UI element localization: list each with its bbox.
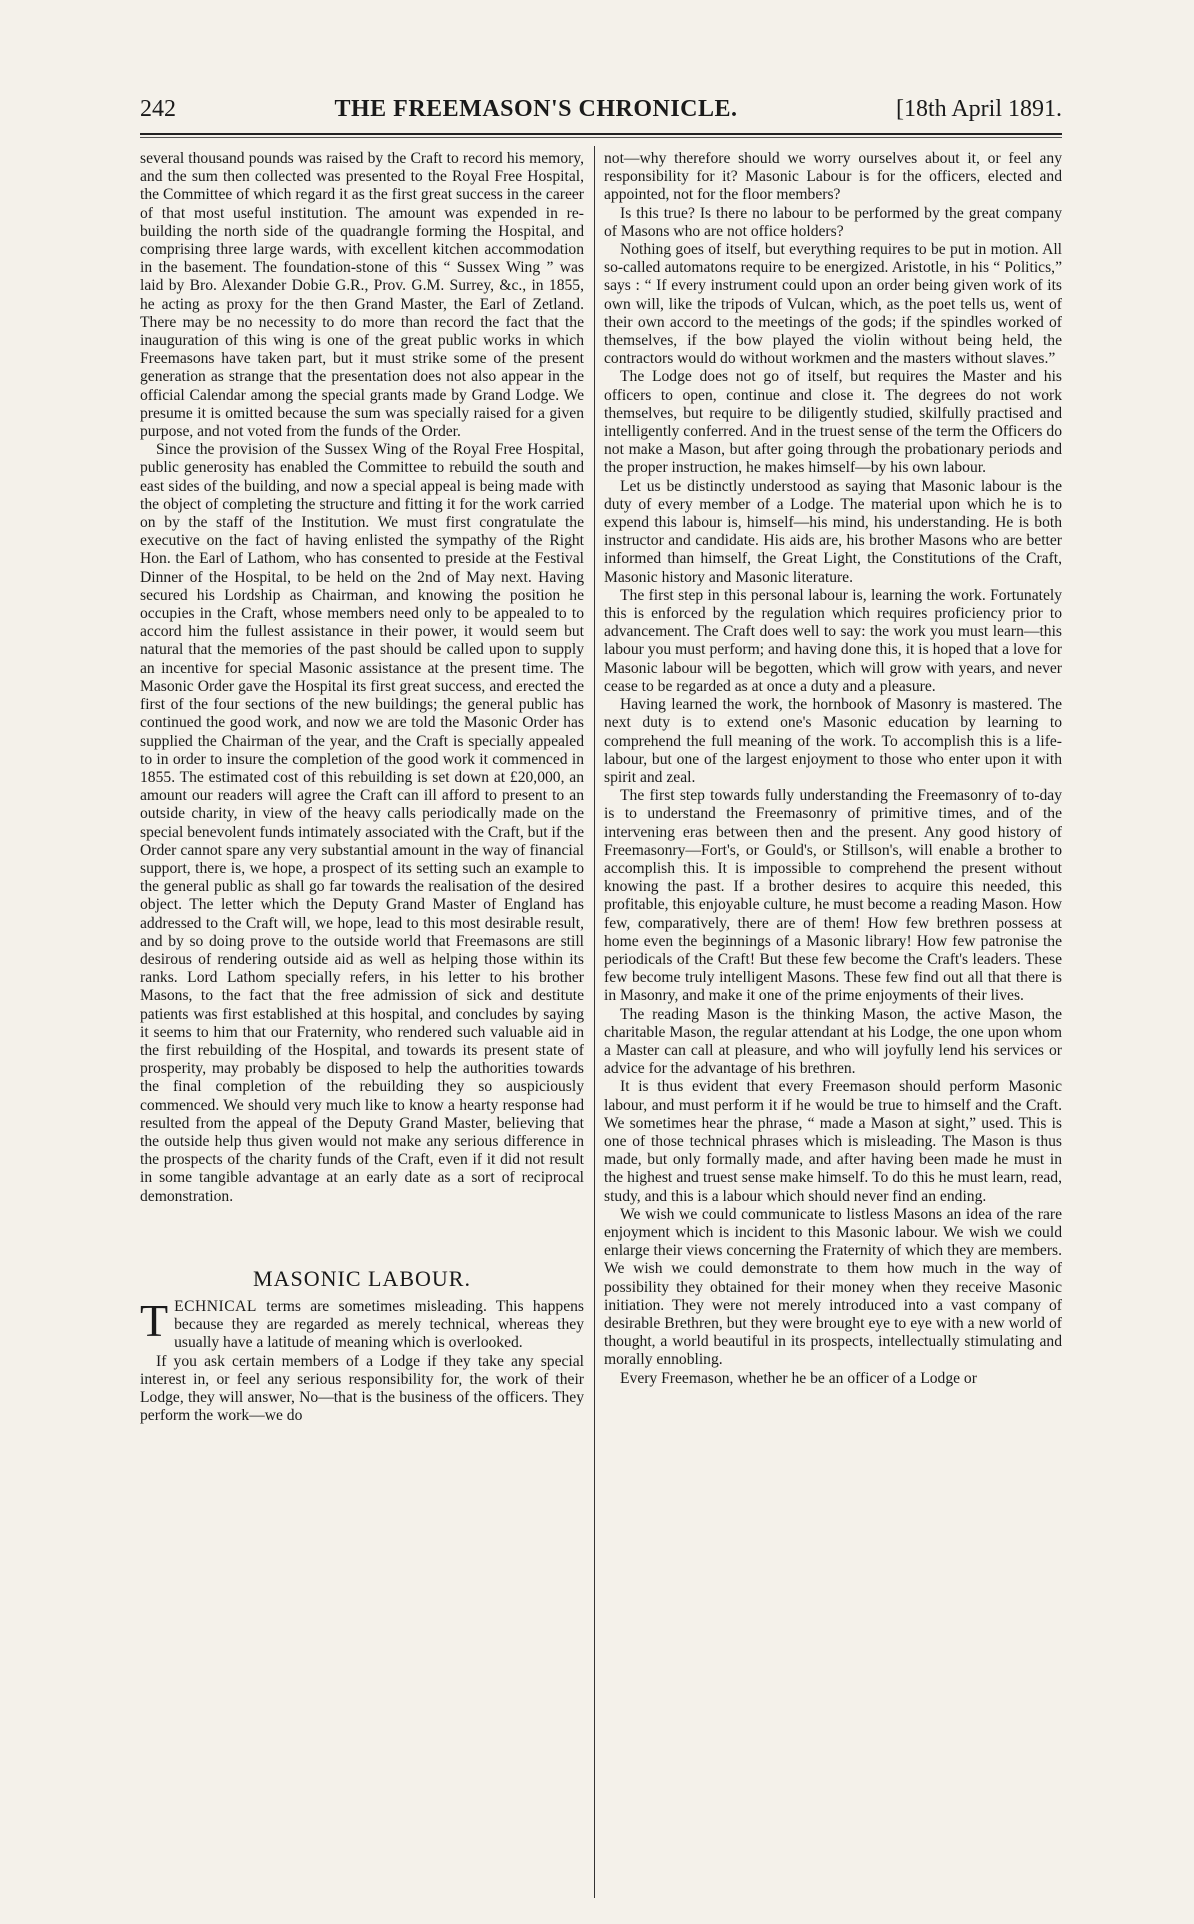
journal-title: THE FREEMASON'S CHRONICLE. — [334, 96, 738, 122]
header-rule — [140, 133, 1062, 135]
page-header — [140, 96, 1062, 132]
article-paragraph: Is this true? Is there no labour to be performed by the great company of Masons who are not office holders? — [604, 204, 1062, 240]
right-column — [604, 150, 1062, 1388]
article-paragraph: Every Freemason, whether he be an officer of a Lodge or — [620, 1369, 977, 1387]
article-paragraph: The Lodge does not go of itself, but requires the Master and his officers to open, continue and close it. The degrees do not work themselves, but require to be diligently studied, skilfully practised and intelligently conferred. And in the truest sense of the term the Officers do not make a Mason, but after going through the probationary periods and the proper instruction, he makes himself—by his own labour. — [604, 368, 1062, 477]
article-paragraph: several thousand pounds was raised by the Craft to record his memory, and the sum then collected was presented to the Royal Free Hospital, the Committee of which regard it as the first great success in the career of that most useful institution. The amount was expended in re-building the north side of the quadrangle forming the Hospital, and comprising three large wards, with excellent kitchen accommodation in the basement. The foundation-stone of this “ Sussex Wing ” was laid by Bro. Alexander Dobie G.R., Prov. G.M. Surrey, &c., in 1855, he acting as proxy for the then Grand Master, the Earl of Zetland. There may be no necessity to do more than record the fact that the inauguration of this wing is one of the great public works in which Freemasons have taken part, but it must strike some of the present generation as strange that the presentation does not also appear in the official Calendar among the special grants made by Grand Lodge. We presume it is omitted because the sum was specially raised for a given purpose, and not voted from the funds of the Order. — [140, 150, 584, 441]
article-paragraph: Nothing goes of itself, but everything requires to be put in motion. All so-called automatons require to be energized. Aristotle, in his “ Politics,” says : “ If every instrument could upon an order being given work of its own will, like the tripods of Vulcan, which, as the poet tells us, went of their own accord to the meetings of the gods; if the spindles worked of themselves, if the bow played the violin without being held, the contractors would do without workmen and the masters without slaves.” — [604, 241, 1062, 368]
article-paragraph: The first step towards fully understanding the Freemasonry of to-day is to understand the Freemasonry of primitive times, and of the intervening eras between then and the present. Any good history of Freemasonry—Fort's, or Gould's, or Stillson's, will enable a brother to accomplish this. It is impossible to comprehend the present without knowing the past. If a brother desires to acquire this needed, this profitable, this enjoyable culture, he must become a reading Mason. How few, comparatively, there are of them! How few brethren possess at home even the beginnings of a Masonic library! How few patronise the periodicals of the Craft! But these few become the Craft's leaders. These few become truly intelligent Masons. These few find out all that there is in Masonry, and make it one of the prime enjoyments of their lives. — [604, 787, 1062, 1005]
drop-cap: T — [140, 1294, 169, 1346]
issue-date: [18th April 1891. — [896, 96, 1062, 122]
section-first-paragraph-text: terms are sometimes misleading. This happens because they are regarded as merely technical, whereas they usually have a latitude of meaning which is overlooked. — [174, 1297, 584, 1352]
article-paragraph: It is thus evident that every Freemason should perform Masonic labour, and must perform it if he would be true to himself and the Craft. We sometimes hear the phrase, “ made a Mason at sight,” used. This is one of those technical phrases which is misleading. The Mason is thus made, but only formally made, and after having been made he must in the highest and truest sense make himself. To do this he must learn, read, study, and this is a labour which should never find an ending. — [604, 1078, 1062, 1205]
article-paragraph: The first step in this personal labour is, learning the work. Fortunately this is enforced by the regulation which requires proficiency prior to advancement. The Craft does well to say: the work you must learn—this labour you must perform; and having done this, it is hoped that a love for Masonic labour will be begotten, which will grow with years, and never cease to be regarded as at once a duty and a pleasure. — [604, 586, 1062, 695]
article-paragraph: Let us be distinctly understood as saying that Masonic labour is the duty of every member of a Lodge. The material upon which he is to expend this labour is, himself—his mind, his understanding. He is both instructor and candidate. His aids are, his brother Masons who are better informed than himself, the Great Light, the Constitutions of the Craft, Masonic history and Masonic literature. — [604, 477, 1062, 586]
section-paragraph: If you ask certain members of a Lodge if they take any special interest in, or feel any serious responsibility for, the work of their Lodge, they will answer, No—that is the business of the officers. They perform the work—we do — [140, 1352, 584, 1425]
left-column — [140, 150, 584, 1425]
article-paragraph: Having learned the work, the hornbook of Masonry is mastered. The next duty is to extend one's Masonic education by learning to comprehend the full meaning of the work. To accomplish this is a life-labour, but one of the largest enjoyment to those who enter upon it with spirit and zeal. — [604, 696, 1062, 786]
article-paragraph: not—why therefore should we worry ourselves about it, or feel any responsibility for it? Masonic Labour is for the officers, elected and appointed, not for the floor members? — [604, 150, 1062, 204]
header-rule-thin — [140, 137, 1062, 138]
article-paragraph: Since the provision of the Sussex Wing of the Royal Free Hospital, public generosity has enabled the Committee to rebuild the south and east sides of the building, and now a special appeal is being made with the object of completing the structure and fitting it for the work carried on by the staff of the Institution. We must first congratulate the executive on the fact of having enlisted the sympathy of the Right Hon. the Earl of Lathom, who has consented to preside at the Festival Dinner of the Hospital, to be held on the 2nd of May next. Having secured his Lordship as Chairman, and knowing the position he occupies in the Craft, whose members need only to be appealed to to accord him the fullest assistance in their power, it would seem but natural that the memories of the past should be called upon to supply an incentive for special Masonic assistance at the present time. The Masonic Order gave the Hospital its first great success, and erected the first of the four sections of the new buildings; the general public has continued the good work, and now we are told the Masonic Order has supplied the Chairman of the year, and the Craft is specially appealed to in order to insure the completion of the good work it commenced in 1855. The estimated cost of this rebuilding is set down at £20,000, an amount our readers will agree the Craft can ill afford to present to an outside charity, in view of the heavy calls periodically made on the special benevolent funds intimately associated with the Craft, but if the Order cannot spare any very substantial amount in the way of financial support, there is, we hope, a prospect of its setting such an example to the general public as shall go far towards the realisation of the desired object. The letter which the Deputy Grand Master of England has addressed to the Craft will, we hope, lead to this most desirable result, and by so doing prove to the outside world that Freemasons are still desirous of rendering outside aid as well as helping those within its ranks. Lord Lathom specially refers, in his letter to his brother Masons, to the fact that the free admission of sick and destitute patients was first established at this hospital, and concludes by saying it seems to him that our Fraternity, who rendered such valuable aid in the first rebuilding of the Hospital, and towards its present state of prosperity, may probably be disposed to help the authorities towards the final completion of the rebuilding they so auspiciously commenced. We should very much like to know a hearty response had resulted from the appeal of the Deputy Grand Master, believing that the outside help thus given would not make any serious difference in the prospects of the charity funds of the Craft, even if it did not result in some tangible advantage at an early date as a sort of reciprocal demonstration. — [140, 441, 584, 1205]
page-number: 242 — [140, 96, 176, 122]
section-first-word: ECHNICAL — [174, 1297, 257, 1315]
article-paragraph: The reading Mason is the thinking Mason, the active Mason, the charitable Mason, the regular attendant at his Lodge, the one upon whom a Master can call at pleasure, and who will joyfully lend his services or advice for the advantage of his brethren. — [604, 1005, 1062, 1078]
section-title: MASONIC LABOUR. — [253, 1265, 471, 1291]
column-divider — [594, 146, 595, 1898]
section-first-paragraph — [140, 1294, 584, 1353]
article-paragraph: We wish we could communicate to listless Masons an idea of the rare enjoyment which is incident to this Masonic labour. We wish we could enlarge their views concerning the Fraternity of which they are members. We wish we could demonstrate to them how much in the way of possibility they obtained for their money when they receive Masonic initiation. They were not merely introduced into a vast company of desirable Brethren, but they were brought eye to eye with a new world of thought, a world beautiful in its prospects, intellectually stimulating and morally ennobling. — [604, 1205, 1062, 1369]
